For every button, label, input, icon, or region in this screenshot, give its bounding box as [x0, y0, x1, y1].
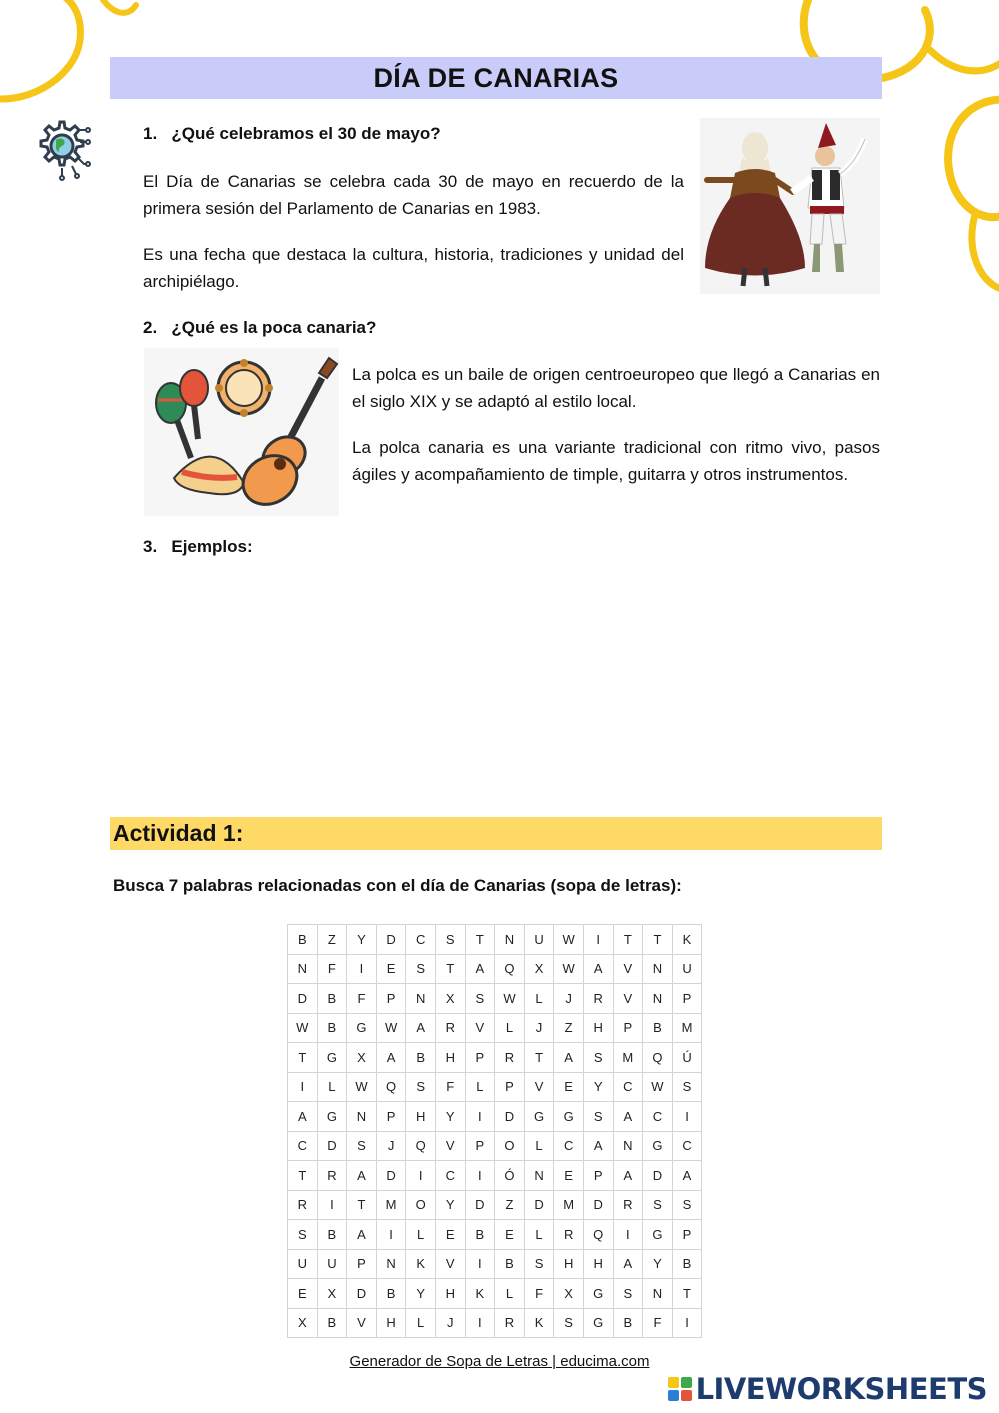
wordsearch-cell[interactable]: D — [643, 1161, 673, 1191]
wordsearch-cell[interactable]: R — [583, 984, 613, 1014]
wordsearch-cell[interactable]: E — [376, 954, 406, 984]
wordsearch-row — [288, 925, 702, 955]
wordsearch-cell[interactable]: T — [288, 1043, 318, 1073]
wordsearch-cell[interactable]: I — [465, 1102, 495, 1132]
wordsearch-cell[interactable]: T — [347, 1190, 377, 1220]
wordsearch-cell[interactable]: R — [435, 1013, 465, 1043]
wordsearch-cell[interactable]: P — [495, 1072, 525, 1102]
wordsearch-cell[interactable]: A — [583, 954, 613, 984]
wordsearch-cell[interactable]: N — [643, 1279, 673, 1309]
wordsearch-cell[interactable]: S — [288, 1220, 318, 1250]
wordsearch-cell[interactable]: O — [406, 1190, 436, 1220]
wordsearch-cell[interactable]: Z — [554, 1013, 584, 1043]
wordsearch-cell[interactable]: K — [406, 1249, 436, 1279]
wordsearch-row — [288, 1190, 702, 1220]
wordsearch-cell[interactable]: C — [435, 1161, 465, 1191]
wordsearch-row — [288, 954, 702, 984]
wordsearch-cell[interactable]: G — [583, 1279, 613, 1309]
wordsearch-cell[interactable]: P — [672, 984, 702, 1014]
wordsearch-cell[interactable]: X — [524, 954, 554, 984]
wordsearch-cell[interactable]: A — [465, 954, 495, 984]
wordsearch-cell[interactable]: L — [524, 984, 554, 1014]
wordsearch-cell[interactable]: E — [554, 1072, 584, 1102]
wordsearch-cell[interactable]: E — [554, 1161, 584, 1191]
wordsearch-cell[interactable]: M — [554, 1190, 584, 1220]
wordsearch-cell[interactable]: I — [672, 1102, 702, 1132]
wordsearch-cell[interactable]: N — [288, 954, 318, 984]
wordsearch-cell[interactable]: S — [435, 925, 465, 955]
wordsearch-cell[interactable]: B — [643, 1013, 673, 1043]
wordsearch-cell[interactable]: A — [613, 1102, 643, 1132]
wordsearch-cell[interactable]: D — [524, 1190, 554, 1220]
wordsearch-cell[interactable]: D — [288, 984, 318, 1014]
wordsearch-cell[interactable]: C — [672, 1131, 702, 1161]
wordsearch-cell[interactable]: W — [554, 954, 584, 984]
wordsearch-cell[interactable]: V — [524, 1072, 554, 1102]
wordsearch-cell[interactable]: I — [406, 1161, 436, 1191]
wordsearch-cell[interactable]: H — [583, 1013, 613, 1043]
wordsearch-cell[interactable]: N — [406, 984, 436, 1014]
wordsearch-cell[interactable]: H — [435, 1043, 465, 1073]
wordsearch-cell[interactable]: D — [317, 1131, 347, 1161]
section1-heading-text: ¿Qué celebramos el 30 de mayo? — [171, 124, 441, 143]
section2-paragraph-2: La polca canaria es una variante tradicional con ritmo vivo, pasos ágiles y acompañamiento de timple, guitarra y otros instrumentos. — [352, 438, 880, 484]
liveworksheets-logo-icon — [667, 1376, 693, 1402]
activity-banner — [110, 817, 882, 850]
section2-heading — [143, 318, 376, 338]
section2-heading-text: ¿Qué es la poca canaria? — [171, 318, 377, 337]
wordsearch-cell[interactable]: U — [672, 954, 702, 984]
wordsearch-cell[interactable]: B — [465, 1220, 495, 1250]
wordsearch-cell[interactable]: S — [672, 1072, 702, 1102]
wordsearch-cell[interactable]: Y — [406, 1279, 436, 1309]
wordsearch-cell[interactable]: B — [317, 1220, 347, 1250]
wordsearch-cell[interactable]: I — [347, 954, 377, 984]
wordsearch-cell[interactable]: E — [435, 1220, 465, 1250]
wordsearch-cell[interactable]: Y — [583, 1072, 613, 1102]
activity-instruction: Busca 7 palabras relacionadas con el día de Canarias (sopa de letras): — [113, 876, 682, 895]
wordsearch-cell[interactable]: P — [376, 984, 406, 1014]
wordsearch-cell[interactable]: C — [643, 1102, 673, 1132]
wordsearch-cell[interactable]: E — [495, 1220, 525, 1250]
section3-number: 3. — [143, 537, 158, 556]
wordsearch-cell[interactable]: P — [613, 1013, 643, 1043]
wordsearch-cell[interactable]: X — [554, 1279, 584, 1309]
wordsearch-cell[interactable]: D — [376, 1161, 406, 1191]
wordsearch-cell[interactable]: D — [376, 925, 406, 955]
gear-globe-icon — [30, 118, 92, 182]
wordsearch-cell[interactable]: H — [583, 1249, 613, 1279]
wordsearch-cell[interactable]: I — [465, 1249, 495, 1279]
wordsearch-row — [288, 1220, 702, 1250]
wordsearch-cell[interactable]: L — [495, 1279, 525, 1309]
wordsearch-cell[interactable]: L — [317, 1072, 347, 1102]
wordsearch-cell[interactable]: L — [406, 1308, 436, 1338]
wordsearch-cell[interactable]: W — [554, 925, 584, 955]
wordsearch-cell[interactable]: P — [465, 1043, 495, 1073]
wordsearch-cell[interactable]: D — [347, 1279, 377, 1309]
wordsearch-cell[interactable]: F — [317, 954, 347, 984]
section3-heading-text: Ejemplos: — [171, 537, 253, 556]
wordsearch-cell[interactable]: W — [495, 984, 525, 1014]
wordsearch-row — [288, 1279, 702, 1309]
section1-paragraph-2: Es una fecha que destaca la cultura, historia, tradiciones y unidad del archipiélago. — [143, 245, 684, 291]
wordsearch-cell[interactable]: C — [288, 1131, 318, 1161]
wordsearch-cell[interactable]: N — [495, 925, 525, 955]
wordsearch-cell[interactable]: T — [524, 1043, 554, 1073]
wordsearch-cell[interactable]: T — [643, 925, 673, 955]
wordsearch-cell[interactable]: D — [495, 1102, 525, 1132]
wordsearch-cell[interactable]: H — [554, 1249, 584, 1279]
section2-number: 2. — [143, 318, 158, 337]
wordsearch-cell[interactable]: F — [643, 1308, 673, 1338]
wordsearch-cell[interactable]: U — [524, 925, 554, 955]
wordsearch-cell[interactable]: V — [613, 954, 643, 984]
wordsearch-cell[interactable]: V — [347, 1308, 377, 1338]
wordsearch-cell[interactable]: S — [406, 954, 436, 984]
wordsearch-cell[interactable]: X — [347, 1043, 377, 1073]
wordsearch-cell[interactable]: U — [288, 1249, 318, 1279]
wordsearch-cell[interactable]: A — [288, 1102, 318, 1132]
wordsearch-cell[interactable]: S — [406, 1072, 436, 1102]
wordsearch-cell[interactable]: I — [672, 1308, 702, 1338]
wordsearch-cell[interactable]: N — [643, 954, 673, 984]
wordsearch-cell[interactable]: G — [317, 1102, 347, 1132]
wordsearch-cell[interactable]: L — [524, 1220, 554, 1250]
wordsearch-cell[interactable]: A — [583, 1131, 613, 1161]
wordsearch-cell[interactable]: W — [376, 1013, 406, 1043]
wordsearch-cell[interactable]: Y — [643, 1249, 673, 1279]
wordsearch-cell[interactable]: T — [435, 954, 465, 984]
wordsearch-cell[interactable]: J — [524, 1013, 554, 1043]
wordsearch-cell[interactable]: J — [435, 1308, 465, 1338]
wordsearch-cell[interactable]: J — [554, 984, 584, 1014]
wordsearch-cell[interactable]: Y — [347, 925, 377, 955]
wordsearch-cell[interactable]: R — [495, 1308, 525, 1338]
activity-title: Actividad 1: — [113, 820, 244, 846]
wordsearch-cell[interactable]: E — [288, 1279, 318, 1309]
wordsearch-cell[interactable]: V — [435, 1249, 465, 1279]
section3-heading — [143, 537, 253, 557]
wordsearch-cell[interactable]: N — [376, 1249, 406, 1279]
wordsearch-row — [288, 1249, 702, 1279]
wordsearch-cell[interactable]: G — [347, 1013, 377, 1043]
wordsearch-cell[interactable]: R — [317, 1161, 347, 1191]
instruments-image — [144, 348, 339, 516]
wordsearch-cell[interactable]: N — [347, 1102, 377, 1132]
liveworksheets-brand — [667, 1372, 987, 1406]
wordsearch-cell[interactable]: F — [347, 984, 377, 1014]
wordsearch-cell[interactable]: S — [643, 1190, 673, 1220]
wordsearch-cell[interactable]: Q — [643, 1043, 673, 1073]
wordsearch-cell[interactable]: R — [288, 1190, 318, 1220]
wordsearch-cell[interactable]: C — [554, 1131, 584, 1161]
wordsearch-cell[interactable]: Z — [495, 1190, 525, 1220]
wordsearch-cell[interactable]: A — [347, 1220, 377, 1250]
wordsearch-cell[interactable]: P — [672, 1220, 702, 1250]
wordsearch-cell[interactable]: T — [672, 1279, 702, 1309]
wordsearch-cell[interactable]: R — [554, 1220, 584, 1250]
wordsearch-cell[interactable]: O — [495, 1131, 525, 1161]
wordsearch-cell[interactable]: K — [524, 1308, 554, 1338]
wordsearch-cell[interactable]: L — [406, 1220, 436, 1250]
wordsearch-cell[interactable]: V — [435, 1131, 465, 1161]
wordsearch-cell[interactable]: I — [465, 1161, 495, 1191]
wordsearch-cell[interactable]: Q — [376, 1072, 406, 1102]
wordsearch-row — [288, 1308, 702, 1338]
wordsearch-row — [288, 1043, 702, 1073]
wordsearch-cell[interactable]: D — [583, 1190, 613, 1220]
wordsearch-cell[interactable]: Q — [495, 954, 525, 984]
wordsearch-cell[interactable]: B — [672, 1249, 702, 1279]
wordsearch-cell[interactable]: L — [465, 1072, 495, 1102]
wordsearch-cell[interactable]: G — [524, 1102, 554, 1132]
wordsearch-cell[interactable]: T — [288, 1161, 318, 1191]
wordsearch-cell[interactable]: V — [613, 984, 643, 1014]
wordsearch-cell[interactable]: P — [347, 1249, 377, 1279]
wordsearch-cell[interactable]: Z — [317, 925, 347, 955]
wordsearch-cell[interactable]: W — [288, 1013, 318, 1043]
wordsearch-cell[interactable]: S — [524, 1249, 554, 1279]
wordsearch-cell[interactable]: A — [613, 1161, 643, 1191]
canarian-dancers-image — [700, 118, 880, 294]
wordsearch-cell[interactable]: W — [347, 1072, 377, 1102]
wordsearch-cell[interactable]: A — [406, 1013, 436, 1043]
wordsearch-cell[interactable]: B — [317, 984, 347, 1014]
wordsearch-grid[interactable] — [287, 924, 702, 1338]
wordsearch-cell[interactable]: C — [406, 925, 436, 955]
wordsearch-row — [288, 984, 702, 1014]
wordsearch-cell[interactable]: P — [376, 1102, 406, 1132]
wordsearch-cell[interactable]: S — [583, 1043, 613, 1073]
wordsearch-cell[interactable]: A — [376, 1043, 406, 1073]
wordsearch-cell[interactable]: I — [613, 1220, 643, 1250]
wordsearch-cell[interactable]: T — [613, 925, 643, 955]
wordsearch-cell[interactable]: W — [643, 1072, 673, 1102]
wordsearch-cell[interactable]: P — [465, 1131, 495, 1161]
wordsearch-cell[interactable]: L — [495, 1013, 525, 1043]
wordsearch-cell[interactable]: G — [317, 1043, 347, 1073]
wordsearch-cell[interactable]: V — [465, 1013, 495, 1043]
wordsearch-cell[interactable]: X — [317, 1279, 347, 1309]
section1-heading — [143, 124, 441, 144]
brand-text: LIVEWORKSHEETS — [695, 1372, 987, 1406]
wordsearch-cell[interactable]: Ú — [672, 1043, 702, 1073]
wordsearch-cell[interactable]: A — [613, 1249, 643, 1279]
wordsearch-cell[interactable]: N — [643, 984, 673, 1014]
wordsearch-cell[interactable]: B — [376, 1279, 406, 1309]
wordsearch-cell[interactable]: H — [376, 1308, 406, 1338]
wordsearch-cell[interactable]: Ó — [495, 1161, 525, 1191]
wordsearch-cell[interactable]: I — [376, 1220, 406, 1250]
wordsearch-cell[interactable]: C — [613, 1072, 643, 1102]
wordsearch-cell[interactable]: H — [406, 1102, 436, 1132]
wordsearch-cell[interactable]: K — [672, 925, 702, 955]
wordsearch-cell[interactable]: M — [613, 1043, 643, 1073]
wordsearch-row — [288, 1013, 702, 1043]
wordsearch-cell[interactable]: D — [465, 1190, 495, 1220]
wordsearch-cell[interactable]: M — [672, 1013, 702, 1043]
wordsearch-cell[interactable]: B — [317, 1013, 347, 1043]
wordsearch-cell[interactable]: M — [376, 1190, 406, 1220]
wordsearch-cell[interactable]: U — [317, 1249, 347, 1279]
wordsearch-cell[interactable]: I — [288, 1072, 318, 1102]
wordsearch-cell[interactable]: X — [288, 1308, 318, 1338]
wordsearch-row — [288, 1102, 702, 1132]
wordsearch-cell[interactable]: B — [613, 1308, 643, 1338]
wordsearch-cell[interactable]: G — [643, 1131, 673, 1161]
wordsearch-cell[interactable]: R — [495, 1043, 525, 1073]
wordsearch-cell[interactable]: B — [288, 925, 318, 955]
wordsearch-cell[interactable]: K — [465, 1279, 495, 1309]
wordsearch-cell[interactable]: B — [317, 1308, 347, 1338]
wordsearch-cell[interactable]: Y — [435, 1102, 465, 1132]
wordsearch-cell[interactable]: H — [435, 1279, 465, 1309]
wordsearch-cell[interactable]: N — [613, 1131, 643, 1161]
wordsearch-cell[interactable]: F — [435, 1072, 465, 1102]
wordsearch-cell[interactable]: S — [554, 1308, 584, 1338]
wordsearch-cell[interactable]: L — [524, 1131, 554, 1161]
wordsearch-cell[interactable]: X — [435, 984, 465, 1014]
wordsearch-cell[interactable]: T — [465, 925, 495, 955]
wordsearch-cell[interactable]: B — [495, 1249, 525, 1279]
wordsearch-cell[interactable]: G — [583, 1308, 613, 1338]
wordsearch-cell[interactable]: A — [554, 1043, 584, 1073]
section2-paragraph-1: La polca es un baile de origen centroeuropeo que llegó a Canarias en el siglo XIX y se adaptó al estilo local. — [352, 365, 880, 411]
wordsearch-cell[interactable]: S — [613, 1279, 643, 1309]
wordsearch-cell[interactable]: I — [583, 925, 613, 955]
wordsearch-cell[interactable]: Q — [406, 1131, 436, 1161]
wordsearch-cell[interactable]: A — [347, 1161, 377, 1191]
wordsearch-cell[interactable]: A — [672, 1161, 702, 1191]
wordsearch-cell[interactable]: Y — [435, 1190, 465, 1220]
credit-link[interactable]: Generador de Sopa de Letras | educima.com — [349, 1353, 650, 1370]
page-title: DÍA DE CANARIAS — [373, 62, 619, 93]
wordsearch-cell[interactable]: S — [583, 1102, 613, 1132]
wordsearch-cell[interactable]: B — [406, 1043, 436, 1073]
wordsearch-cell[interactable]: S — [465, 984, 495, 1014]
wordsearch-row — [288, 1072, 702, 1102]
wordsearch-cell[interactable]: Q — [583, 1220, 613, 1250]
wordsearch-cell[interactable]: P — [583, 1161, 613, 1191]
wordsearch-cell[interactable]: S — [672, 1190, 702, 1220]
wordsearch-cell[interactable]: G — [554, 1102, 584, 1132]
wordsearch-cell[interactable]: S — [347, 1131, 377, 1161]
wordsearch-cell[interactable]: F — [524, 1279, 554, 1309]
section1-number: 1. — [143, 124, 158, 143]
wordsearch-row — [288, 1161, 702, 1191]
wordsearch-cell[interactable]: I — [465, 1308, 495, 1338]
title-banner — [110, 57, 882, 99]
wordsearch-cell[interactable]: I — [317, 1190, 347, 1220]
wordsearch-cell[interactable]: J — [376, 1131, 406, 1161]
section1-paragraph-1: El Día de Canarias se celebra cada 30 de mayo en recuerdo de la primera sesión del Parlamento de Canarias en 1983. — [143, 172, 684, 218]
wordsearch-cell[interactable]: G — [643, 1220, 673, 1250]
wordsearch-cell[interactable]: N — [524, 1161, 554, 1191]
wordsearch-cell[interactable]: R — [613, 1190, 643, 1220]
wordsearch-credit — [0, 1353, 999, 1370]
wordsearch-row — [288, 1131, 702, 1161]
